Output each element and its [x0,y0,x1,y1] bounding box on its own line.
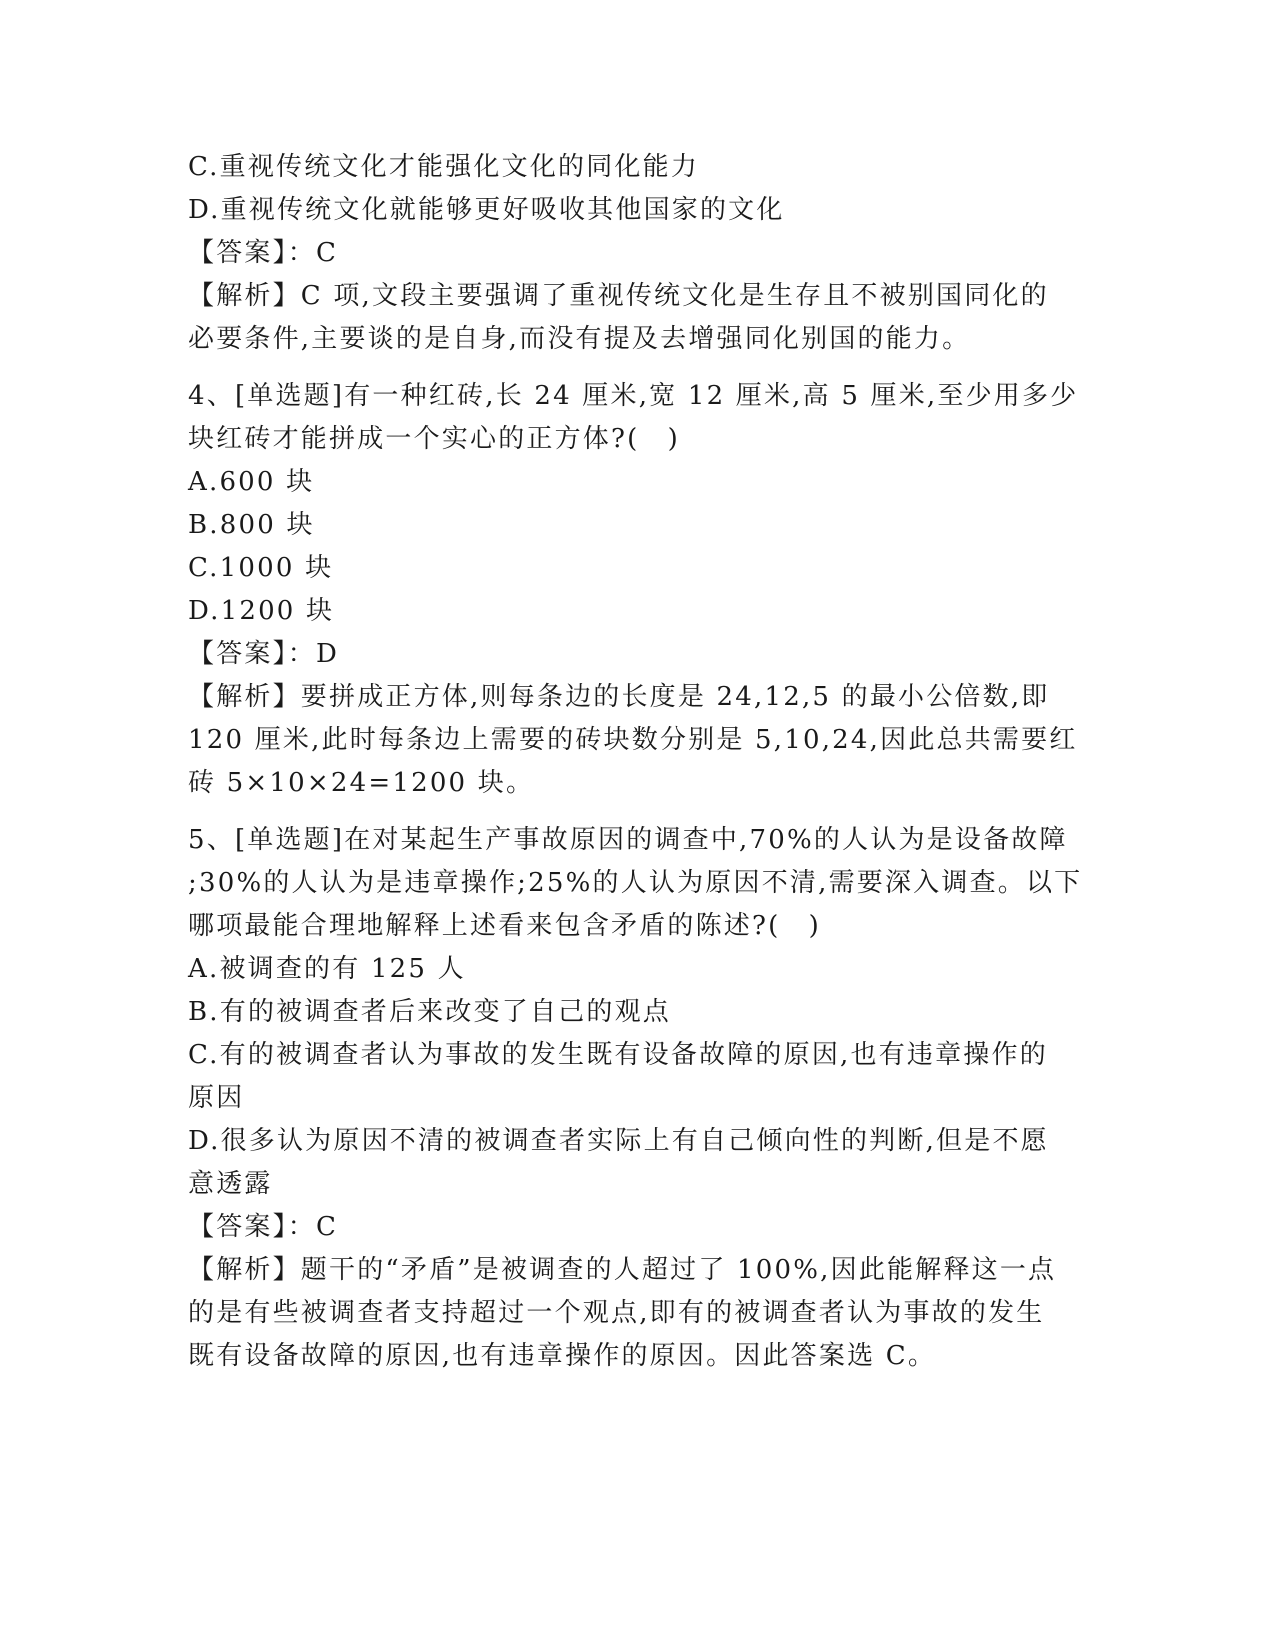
question-3-tail [188,146,1088,361]
analysis-line: 的是有些被调查者支持超过一个观点,即有的被调查者认为事故的发生 [188,1298,1045,1328]
option-d: D.重视传统文化就能够更好吸收其他国家的文化 [188,195,785,225]
answer-line: 【答案】：C [188,238,339,268]
option-b: B.800 块 [188,510,315,540]
question-stem-line: 5、[单选题]在对某起生产事故原因的调查中,70%的人认为是设备故障 [188,825,1068,855]
option-c-continued: 原因 [188,1083,245,1113]
question-stem-line: 哪项最能合理地解释上述看来包含矛盾的陈述?( ) [188,911,822,941]
document-page [188,146,1088,1378]
option-b: B.有的被调查者后来改变了自己的观点 [188,997,671,1027]
analysis-line: 【解析】题干的“矛盾”是被调查的人超过了 100%,因此能解释这一点 [188,1255,1057,1285]
question-stem-line: ;30%的人认为是违章操作;25%的人认为原因不清,需要深入调查。以下 [188,868,1083,898]
question-5 [188,819,1088,1378]
option-c: C.1000 块 [188,553,334,583]
analysis-line: 砖 5×10×24=1200 块。 [188,768,535,798]
analysis-line: 【解析】要拼成正方体,则每条边的长度是 24,12,5 的最小公倍数,即 [188,682,1050,712]
answer-line: 【答案】：C [188,1212,339,1242]
analysis-line: 【解析】C 项,文段主要强调了重视传统文化是生存且不被别国同化的 [188,281,1049,311]
question-stem-line: 块红砖才能拼成一个实心的正方体?( ) [188,424,681,454]
option-d: D.很多认为原因不清的被调查者实际上有自己倾向性的判断,但是不愿 [188,1126,1049,1156]
option-c: C.重视传统文化才能强化文化的同化能力 [188,152,700,182]
question-stem-line: 4、[单选题]有一种红砖,长 24 厘米,宽 12 厘米,高 5 厘米,至少用多少 [188,381,1079,411]
analysis-line: 既有设备故障的原因,也有违章操作的原因。因此答案选 C。 [188,1341,937,1371]
option-d: D.1200 块 [188,596,335,626]
analysis-line: 120 厘米,此时每条边上需要的砖块数分别是 5,10,24,因此总共需要红 [188,725,1078,755]
answer-line: 【答案】：D [188,639,340,669]
analysis-line: 必要条件,主要谈的是自身,而没有提及去增强同化别国的能力。 [188,324,971,354]
option-a: A.被调查的有 125 人 [188,954,466,984]
question-4 [188,375,1088,805]
option-d-continued: 意透露 [188,1169,273,1199]
option-a: A.600 块 [188,467,315,497]
option-c: C.有的被调查者认为事故的发生既有设备故障的原因,也有违章操作的 [188,1040,1048,1070]
